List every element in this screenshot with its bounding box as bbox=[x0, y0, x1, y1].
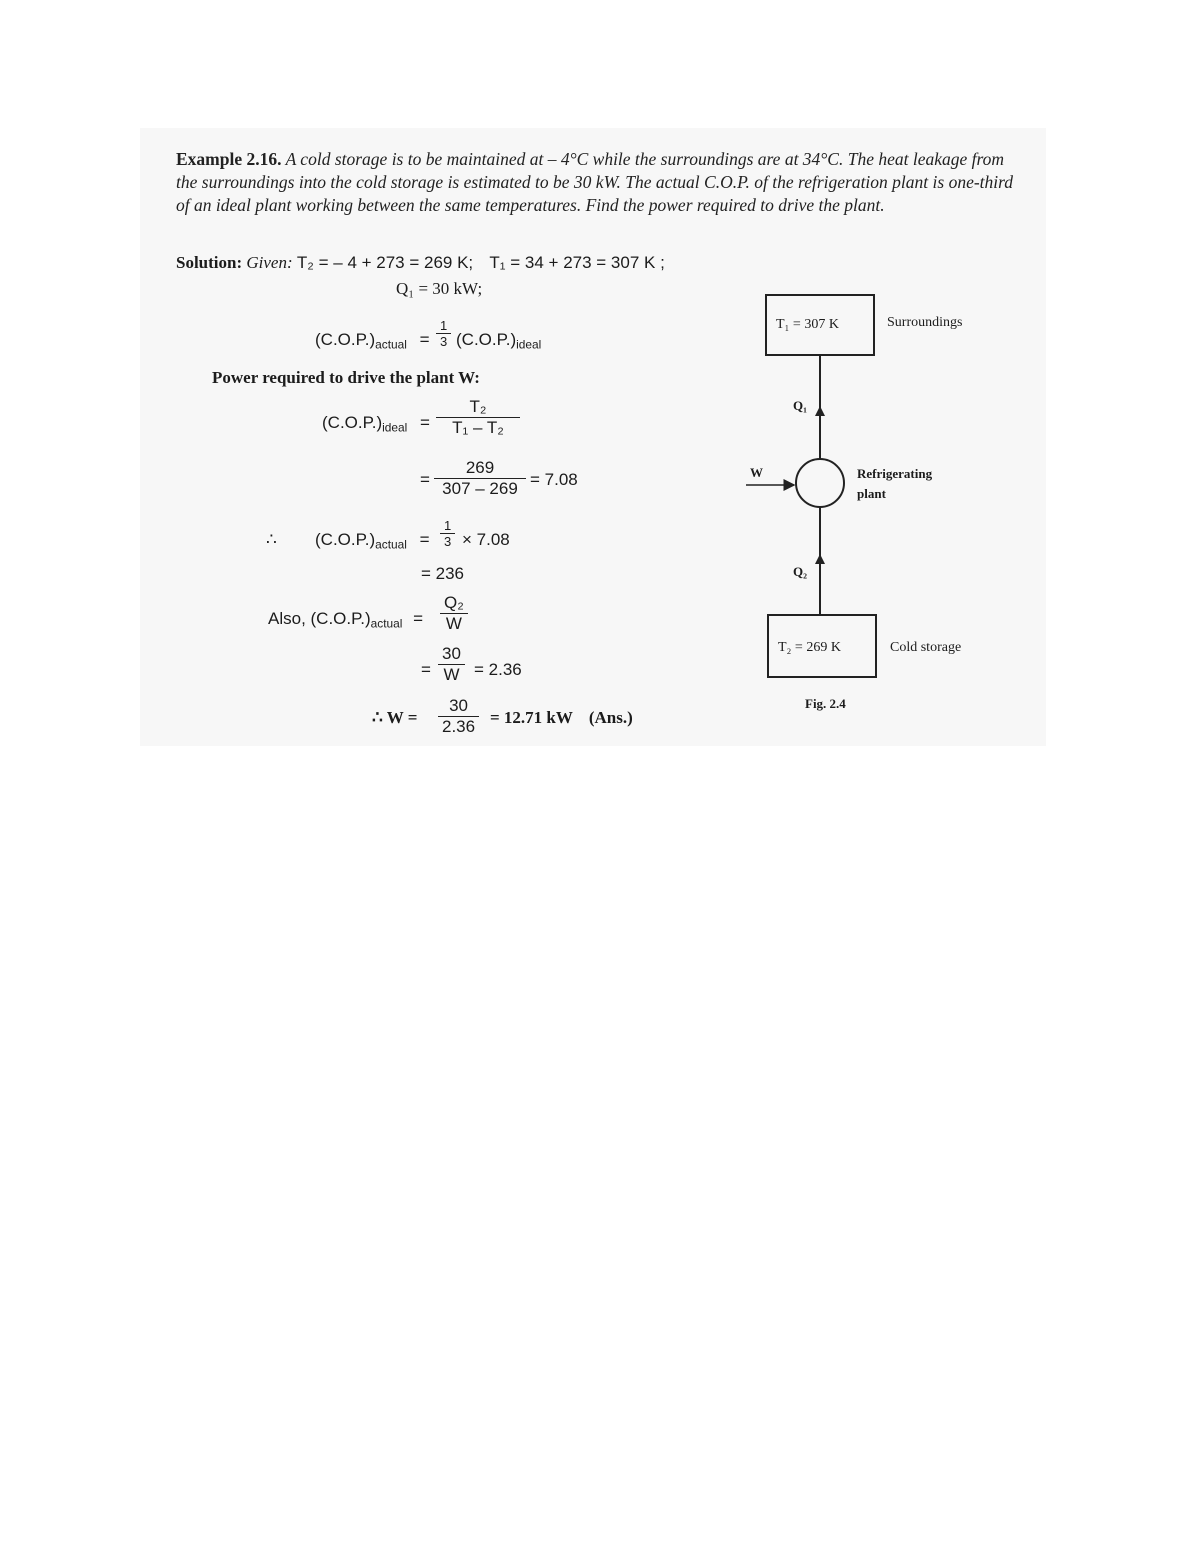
plant-label: plant bbox=[857, 486, 886, 501]
therefore-symbol: ∴ bbox=[266, 530, 277, 549]
fraction-t2-over-t1-minus-t2: $\frac{\text{T₂}}{\text{T₁ – T₂}}$ bbox=[436, 397, 520, 438]
fraction-one-third-2: $\frac{1}{3}$ bbox=[440, 518, 455, 549]
t1-box-label: T₁ = 307 K bbox=[776, 317, 839, 332]
t2-box-label: T₂ = 269 K bbox=[778, 640, 841, 655]
fraction-one-third: $\frac{1}{3}$ bbox=[436, 318, 451, 349]
fraction-30-over-w: $\frac{30}{W}$ bbox=[438, 644, 465, 685]
q1-label: Q₁ bbox=[793, 398, 808, 413]
cop-ideal-lhs: $(C.O.P.)_{ideal}$ = bbox=[322, 413, 430, 435]
fraction-30-over-2-36: $\frac{30}{2.36}$ bbox=[438, 696, 479, 737]
cop-actual-lhs-2: $(C.O.P.)_{actual}$ = bbox=[315, 530, 430, 552]
cold-storage-label: Cold storage bbox=[890, 640, 962, 655]
cop-actual-lhs: $(C.O.P.)_{actual}$ = bbox=[315, 330, 430, 352]
times-7-08: × 7.08 bbox=[462, 530, 510, 549]
given-line bbox=[176, 253, 665, 273]
power-heading: Power required to drive the plant W: bbox=[212, 368, 480, 387]
q1-arrow-icon bbox=[815, 406, 825, 416]
given-t2: T₂ = – 4 + 273 = 269 K; bbox=[296, 253, 474, 272]
fraction-q2-over-w: $\frac{\text{Q₂}}{W}$ bbox=[440, 593, 468, 634]
given-label: Given: bbox=[246, 253, 293, 272]
example-label: Example 2.16. bbox=[176, 149, 282, 169]
final-answer: = 12.71 kW (Ans.) bbox=[490, 708, 633, 727]
surroundings-label: Surroundings bbox=[887, 315, 963, 330]
given-t1: T₁ = 34 + 273 = 307 K ; bbox=[489, 253, 665, 272]
given-q1: Q₁ = 30 kW; bbox=[396, 279, 483, 298]
fraction-269-over-38: $\frac{269}{307 - 269}$ bbox=[434, 458, 526, 499]
solution-label: Solution: bbox=[176, 253, 243, 272]
w-label: W bbox=[750, 465, 763, 480]
figure-caption: Fig. 2.4 bbox=[805, 696, 846, 711]
result-2-36: = 2.36 bbox=[474, 660, 522, 679]
w-lhs: ∴ W = bbox=[372, 708, 418, 727]
eq-sign-2: = bbox=[421, 660, 431, 679]
problem-text: A cold storage is to be maintained at – 4°C while the surroundings are at 34°C. The heat leakage from the surroundings into the cold storage is estimated to be 30 kW. The actual C.O.P. of the refrigeration plant is one-third of an ideal plant working between the same temperatures. Find the power required to drive the plant. bbox=[176, 149, 1014, 215]
q2-arrow-icon bbox=[815, 554, 825, 564]
cop-ideal-rhs: $(C.O.P.)_{ideal}$ bbox=[456, 330, 542, 352]
eq-sign-1: = bbox=[420, 470, 430, 489]
refrigerating-plant-circle bbox=[796, 459, 844, 507]
refrigerating-label: Refrigerating bbox=[857, 466, 933, 481]
q2-label: Q₂ bbox=[793, 564, 808, 579]
result-7-08: = 7.08 bbox=[530, 470, 578, 489]
also-cop-actual: Also, $(C.O.P.)_{actual}$ = bbox=[268, 609, 424, 631]
result-236: = 236 bbox=[421, 564, 465, 583]
problem-statement bbox=[176, 148, 1016, 217]
